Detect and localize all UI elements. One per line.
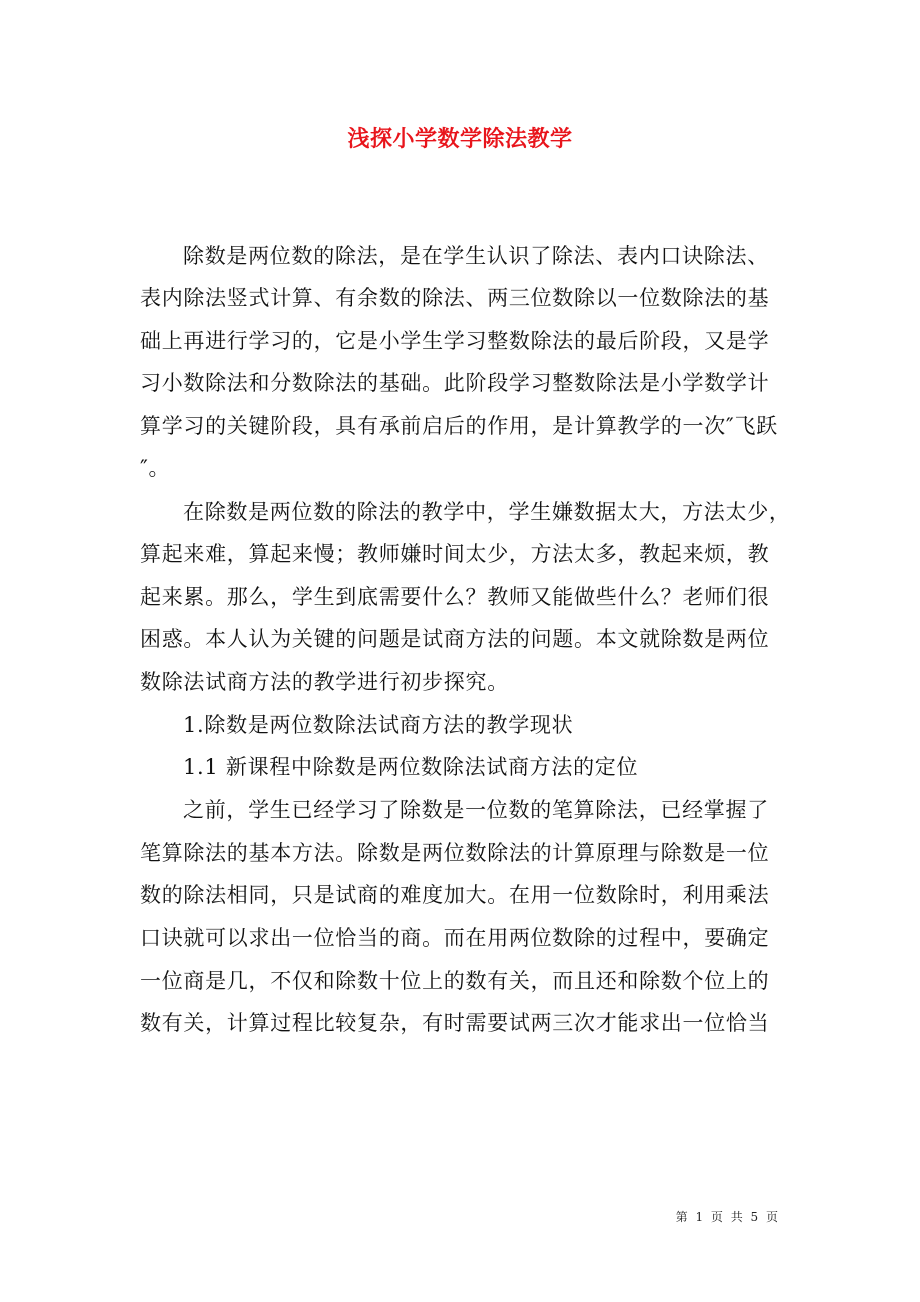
text-line: 数除法试商方法的教学进行初步探究。 [140, 670, 509, 694]
text-line: 之前，学生已经学习了除数是一位数的笔算除法，已经掌握了 [183, 798, 769, 822]
text-line: 算学习的关键阶段，具有承前启后的作用，是计算教学的一次″飞跃 [140, 414, 778, 438]
text-line: 1.除数是两位数除法试商方法的教学现状 [183, 713, 574, 737]
text-line: 数有关，计算过程比较复杂，有时需要试两三次才能求出一位恰当 [140, 1011, 770, 1035]
text-line: 1.1 新课程中除数是两位数除法试商方法的定位 [183, 755, 639, 779]
text-line: 一位商是几，不仅和除数十位上的数有关，而且还和除数个位上的 [140, 969, 770, 993]
text-line: 笔算除法的基本方法。除数是两位数除法的计算原理与除数是一位 [140, 841, 770, 865]
text-line: 起来累。那么，学生到底需要什么？教师又能做些什么？老师们很 [140, 585, 770, 609]
text-line: 表内除法竖式计算、有余数的除法、两三位数除以一位数除法的基 [140, 286, 770, 310]
text-line: 习小数除法和分数除法的基础。此阶段学习整数除法是小学数学计 [140, 371, 770, 395]
text-line: 算起来难，算起来慢；教师嫌时间太少，方法太多，教起来烦，教 [140, 542, 770, 566]
text-line: 础上再进行学习的，它是小学生学习整数除法的最后阶段，又是学 [140, 329, 770, 353]
page-number-footer: 第 1 页 共 5 页 [675, 1210, 780, 1224]
document-title: 浅探小学数学除法教学 [347, 126, 573, 152]
text-line: ″。 [140, 456, 171, 480]
text-line: 口诀就可以求出一位恰当的商。而在用两位数除的过程中，要确定 [140, 926, 770, 950]
text-line: 在除数是两位数的除法的教学中，学生嫌数据太大，方法太少， [183, 500, 791, 524]
text-line: 困惑。本人认为关键的问题是试商方法的问题。本文就除数是两位 [140, 627, 770, 651]
text-line: 数的除法相同，只是试商的难度加大。在用一位数除时，利用乘法 [140, 883, 770, 907]
text-line: 除数是两位数的除法，是在学生认识了除法、表内口诀除法、 [183, 244, 769, 268]
